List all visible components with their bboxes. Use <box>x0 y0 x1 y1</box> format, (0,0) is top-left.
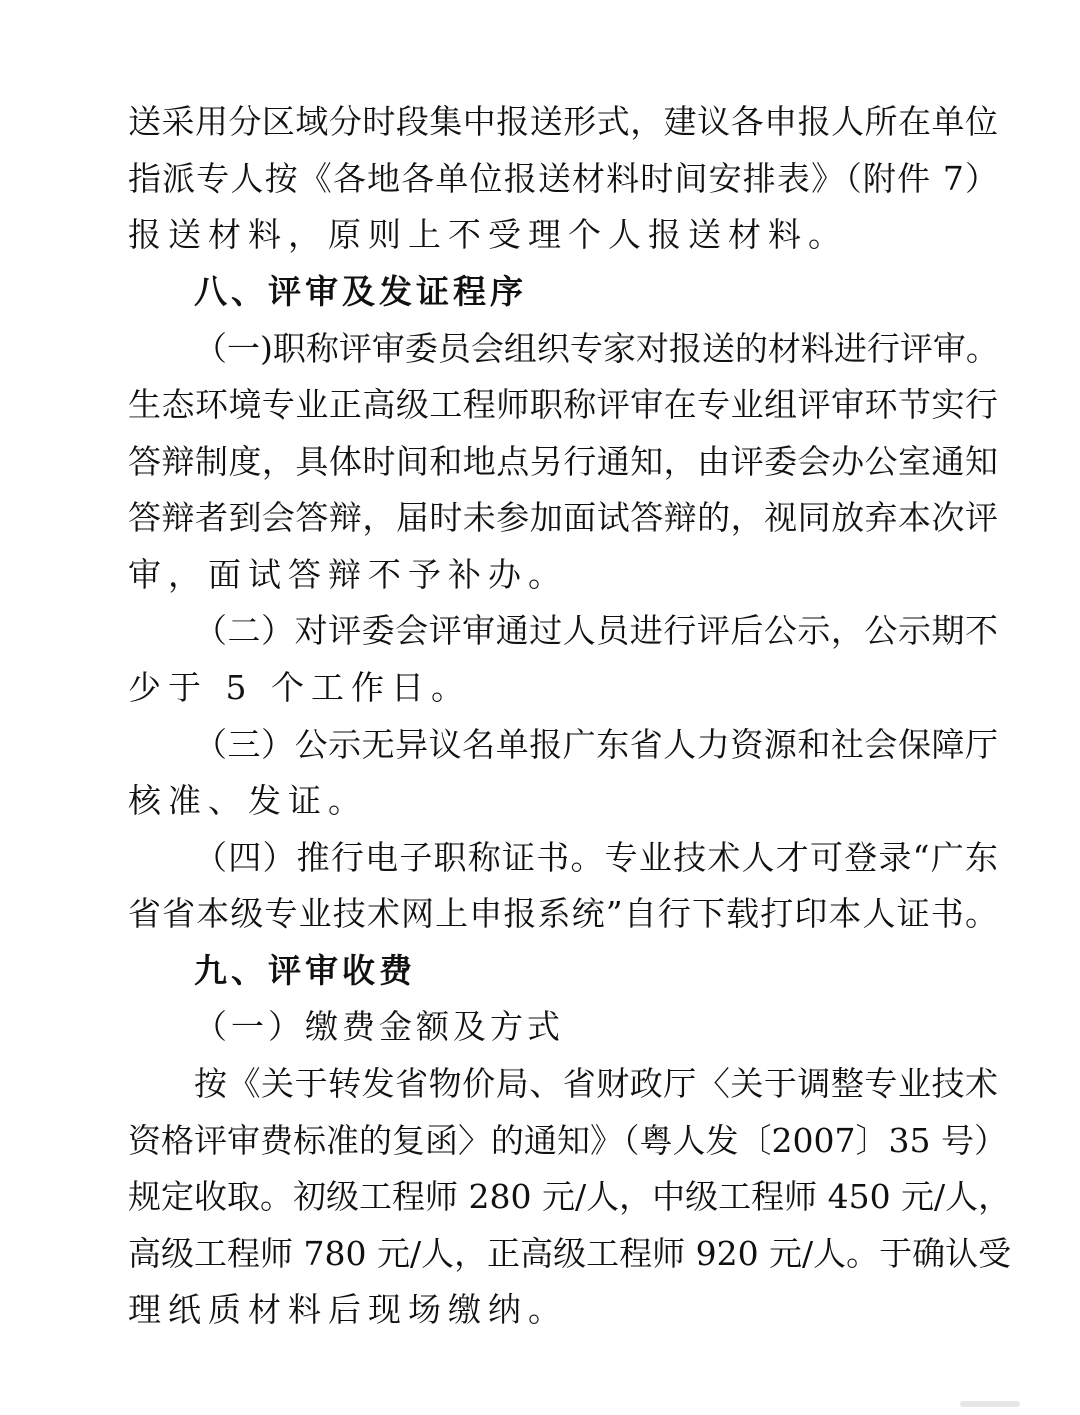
paragraph-line: 答辩制度，具体时间和地点另行通知，由评委会办公室通知 <box>128 442 998 481</box>
paragraph-line: （二）对评委会评审通过人员进行评后公示，公示期不 <box>194 611 998 650</box>
paragraph-line: 理纸质材料后现场缴纳。 <box>128 1290 568 1329</box>
section-heading-9: 九、评审收费 <box>194 951 416 990</box>
paragraph-line: 指派专人按《各地各单位报送材料时间安排表》（附件 7） <box>128 159 998 198</box>
paragraph-line: 答辩者到会答辩，届时未参加面试答辩的，视同放弃本次评 <box>128 498 998 537</box>
paragraph-line: 审，面试答辩不予补办。 <box>128 555 568 594</box>
paragraph-line: 生态环境专业正高级工程师职称评审在专业组评审环节实行 <box>128 385 998 424</box>
paragraph-line: 报送材料，原则上不受理个人报送材料。 <box>128 215 848 254</box>
paragraph-line: （三）公示无异议名单报广东省人力资源和社会保障厅 <box>194 725 998 764</box>
paragraph-line: （一)职称评审委员会组织专家对报送的材料进行评审。 <box>194 329 999 368</box>
paragraph-line: 按《关于转发省物价局、省财政厅〈关于调整专业技术 <box>194 1064 998 1103</box>
paragraph-line: 核准、发证。 <box>128 781 368 820</box>
paragraph-line: 资格评审费标准的复函〉的通知》（粤人发〔2007〕35 号） <box>128 1121 1007 1160</box>
paragraph-line: 高级工程师 780 元/人，正高级工程师 920 元/人。于确认受 <box>128 1234 1012 1273</box>
paragraph-line: 送采用分区域分时段集中报送形式，建议各申报人所在单位 <box>128 102 998 141</box>
corner-watermark <box>960 1401 1020 1407</box>
section-heading-8: 八、评审及发证程序 <box>194 272 527 311</box>
paragraph-line: 少于 5 个工作日。 <box>128 668 471 707</box>
subsection-heading: （一）缴费金额及方式 <box>194 1007 564 1046</box>
paragraph-line: （四）推行电子职称证书。专业技术人才可登录“广东 <box>194 838 998 877</box>
paragraph-line: 规定收取。初级工程师 280 元/人，中级工程师 450 元/人， <box>128 1177 1012 1216</box>
paragraph-line: 省省本级专业技术网上申报系统”自行下载打印本人证书。 <box>128 894 998 933</box>
